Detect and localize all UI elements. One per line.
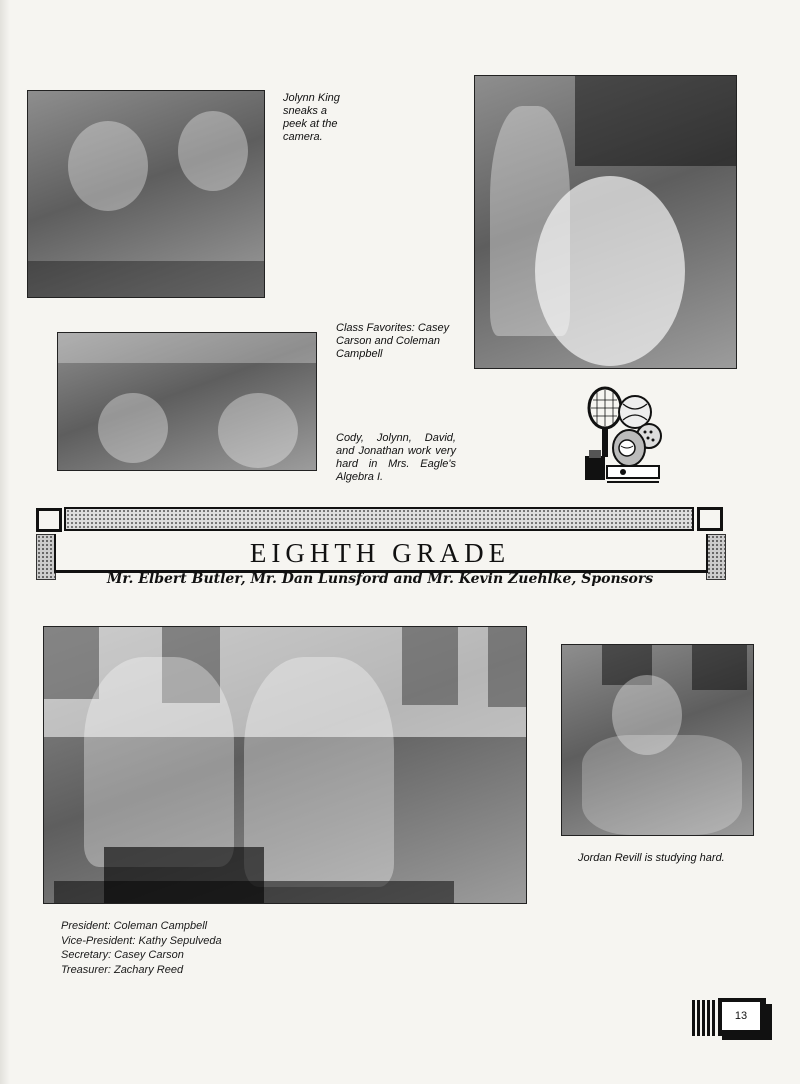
banner-stippled-bar — [64, 507, 694, 531]
officer-treasurer: Treasurer: Zachary Reed — [61, 963, 184, 976]
photo-jolynn-king — [27, 90, 265, 298]
photo-class-favorites — [474, 75, 737, 369]
caption-class-favorites: Class Favorites: Casey Carson and Coleman Campbell — [336, 322, 450, 360]
page-number: 13 — [734, 1010, 748, 1022]
officer-vice-president: Vice-President: Kathy Sepulveda — [61, 934, 222, 947]
photo-class-officers — [43, 626, 527, 904]
caption-jolynn-peek: Jolynn King sneaks a peek at the camera. — [283, 92, 340, 143]
caption-algebra: Cody, Jolynn, David, and Jonathan work very hard in Mrs. Eagle's Algebra I. — [336, 432, 456, 483]
section-title: EIGHTH GRADE — [249, 538, 511, 568]
photo-jordan-revill — [561, 644, 754, 836]
officer-secretary: Secretary: Casey Carson — [61, 949, 184, 961]
sports-equipment-clipart — [583, 386, 663, 488]
banner-corner-left — [36, 508, 62, 532]
caption-jordan: Jordan Revill is studying hard. — [578, 852, 725, 864]
photo-algebra-class — [57, 332, 317, 471]
officer-president: President: Coleman Campbell — [61, 920, 208, 932]
banner-corner-right — [697, 507, 723, 531]
officers-list — [61, 919, 222, 977]
sponsors-line: Mr. Elbert Butler, Mr. Dan Lunsford and Mr. Kevin Zuehlke, Sponsors — [106, 571, 654, 587]
